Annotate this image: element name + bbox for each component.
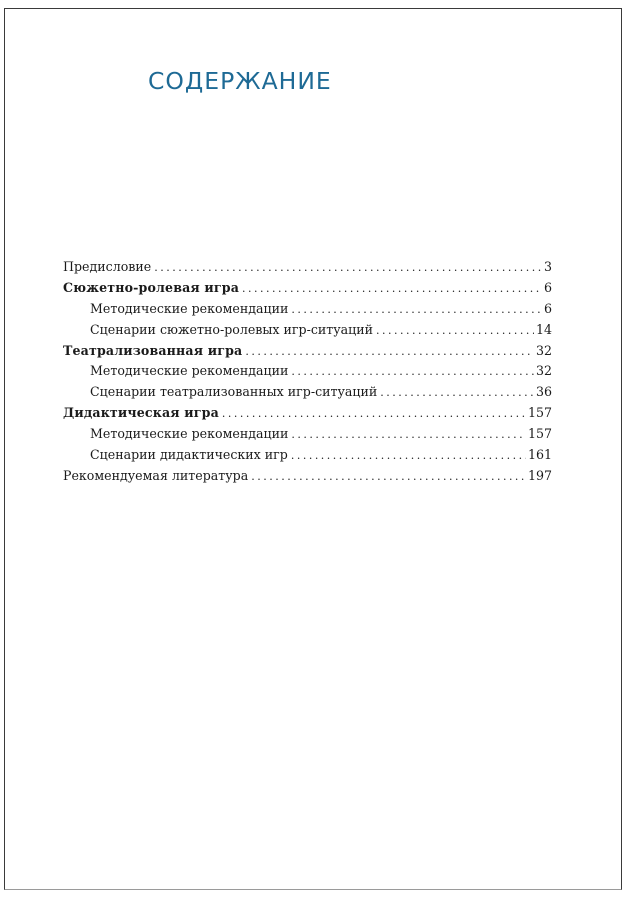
toc-entry-page-number: 32: [535, 342, 552, 358]
toc-entry-page-number: 157: [527, 405, 552, 421]
toc-entry-label: Сценарии сюжетно-ролевых игр-ситуаций: [90, 321, 374, 337]
toc-entry-role-play-game[interactable]: [63, 278, 552, 299]
document-page: [4, 8, 622, 890]
dot-leader: [380, 382, 534, 403]
toc-entry-role-play-scenarios[interactable]: [63, 320, 552, 341]
toc-entry-page-number: 6: [543, 300, 552, 316]
toc-entry-didactic-guidelines[interactable]: [63, 424, 552, 445]
dot-leader: [251, 466, 526, 487]
dot-leader: [222, 403, 526, 424]
toc-entry-theatrical-guidelines[interactable]: [63, 361, 552, 382]
toc-entry-page-number: 14: [535, 321, 552, 337]
toc-entry-preface[interactable]: [63, 257, 552, 278]
toc-entry-page-number: 32: [535, 363, 552, 379]
toc-entry-theatrical-game[interactable]: [63, 341, 552, 362]
toc-entry-label: Дидактическая игра: [63, 405, 219, 421]
toc-entry-label: Рекомендуемая литература: [63, 467, 249, 483]
toc-entry-label: Методические рекомендации: [90, 363, 289, 379]
dot-leader: [291, 361, 534, 382]
toc-entry-page-number: 6: [543, 279, 552, 295]
toc-entry-didactic-game[interactable]: [63, 403, 552, 424]
toc-entry-label: Сценарии дидактических игр: [90, 447, 288, 463]
toc-entry-label: Сюжетно-ролевая игра: [63, 279, 240, 295]
toc-entry-label: Театрализованная игра: [63, 342, 243, 358]
dot-leader: [291, 445, 526, 466]
toc-entry-page-number: 161: [527, 447, 552, 463]
dot-leader: [242, 278, 542, 299]
toc-entry-recommended-literature[interactable]: [63, 466, 552, 487]
toc-entry-role-play-guidelines[interactable]: [63, 299, 552, 320]
toc-entry-didactic-scenarios[interactable]: [63, 445, 552, 466]
toc-entry-page-number: 36: [535, 384, 552, 400]
toc-entry-label: Методические рекомендации: [90, 300, 289, 316]
table-of-contents: [63, 257, 552, 487]
toc-entry-label: Методические рекомендации: [90, 426, 289, 442]
page-title: СОДЕРЖАНИЕ: [148, 67, 332, 95]
dot-leader: [376, 320, 534, 341]
toc-entry-label: Предисловие: [63, 259, 152, 274]
dot-leader: [245, 341, 534, 362]
dot-leader: [291, 299, 542, 320]
dot-leader: [154, 257, 542, 278]
toc-entry-page-number: 3: [543, 259, 552, 274]
dot-leader: [291, 424, 526, 445]
toc-entry-page-number: 197: [527, 467, 552, 483]
toc-entry-label: Сценарии театрализованных игр-ситуаций: [90, 384, 378, 400]
toc-entry-page-number: 157: [527, 426, 552, 442]
toc-entry-theatrical-scenarios[interactable]: [63, 382, 552, 403]
